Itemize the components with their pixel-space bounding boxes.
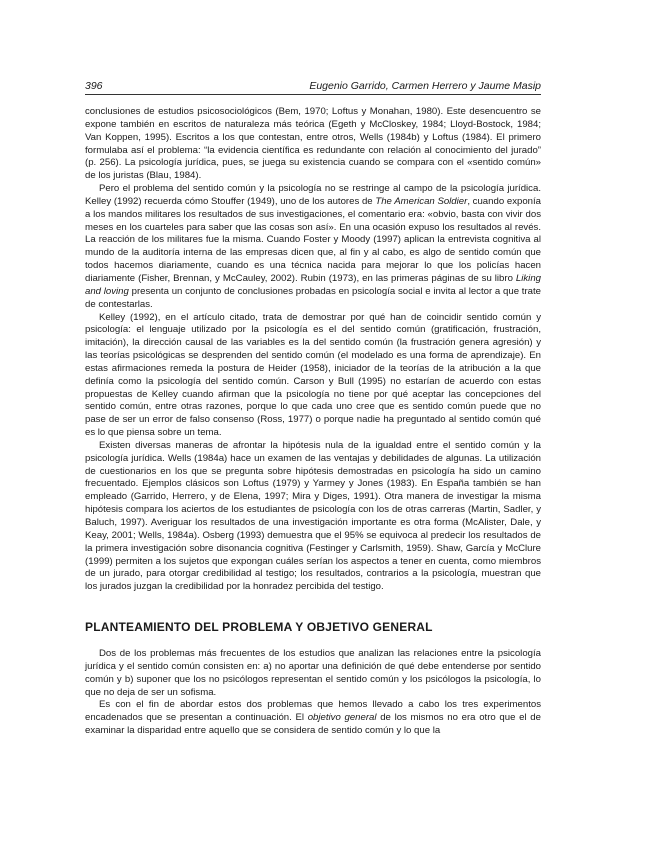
- book-title-liking-and-loving: Liking and loving: [85, 272, 541, 297]
- paragraph-2-part-a: Pero el problema del sentido común y la psicología no se restringe al campo de la psicología jurídica. Kelley (1992) recuerda cómo Stouffer (1949), uno de los autores de: [85, 183, 541, 207]
- section-paragraph-2-part-b: de los mismos no era otro que el de examinar la disparidad entre aquello que se considera de sentido común y lo que la: [85, 712, 541, 737]
- book-title-american-soldier: The American Soldier: [375, 195, 468, 207]
- paragraph-2-part-b: , cuando exponía a los mandos militares los resultados de sus investigaciones, el comentario era: «obvio, basta con vivir dos meses en los cuarteles para saber que las cosas son así». En una ocasión expuso los resultados al revés. La reacción de los militares fue la misma. Cuando Foster y Moody (1997) aplican la entrevista cognitiva al mundo de la auditoría interna de las empresas dicen que, al fin y al cabo, es algo de sentido común que todos hacemos diariamente, cuando es una técnica nacida para mejorar lo que los policías hacen diariamente (Fisher, Brennan, y McCauley, 2002). Rubin (1973), en las primeras páginas de su libro: [85, 195, 541, 284]
- paragraph-3: Kelley (1992), en el artículo citado, trata de demostrar por qué han de coincidir sentido común y psicología: el lenguaje utilizado por la psicología es el del sentido común (gratificación, frustración, imitación), la dirección causal de las variables es la del sentido común (la frustración genera agresión) y las teorías psicológicas se desprenden del sentido común (el modelado es una forma de aprendizaje). En estas afirmaciones remeda la postura de Heider (1958), iniciador de la teorías de la atribución a la que definía como la psicología del sentido común. Carson y Bull (1995) no estarían de acuerdo con estas propuestas de Kelley cuando afirman que la psicología no tiene por qué aceptar las concepciones del sentido común, entre otras razones, porque lo que cada uno cree que es sentido común puede que no pase de ser un error de falso consenso (Ross, 1977) o porque nadie ha preguntado al sentido común qué es lo que piensa sobre un tema.: [85, 311, 541, 439]
- body-text-block: [85, 106, 541, 594]
- section-paragraph-1: Dos de los problemas más frecuentes de los estudios que analizan las relaciones entre la psicología jurídica y el sentido común consisten en: a) no aportar una definición de qué debe entenderse por sentido común y b) suponer que los no psicólogos representan el sentido común y los psicólogos la psicología, lo que no deja de ser un sofisma.: [85, 648, 541, 698]
- running-header-authors: Eugenio Garrido, Carmen Herrero y Jaume Masip: [309, 80, 541, 92]
- section-heading: PLANTEAMIENTO DEL PROBLEMA Y OBJETIVO GENERAL: [85, 620, 433, 634]
- paragraph-1: conclusiones de estudios psicosociológicos (Bem, 1970; Loftus y Monahan, 1980). Este desencuentro se expone también en escritos de naturaleza más teórica (Egeth y McCloskey, 1984; Lloyd-Bostock, 1984; Van Koppen, 1995). Escritos a los que contestan, entre otros, Wells (1984b) y Loftus (1984). El primero formulaba así el problema: “la evidencia científica es redundante con relación al conocimiento del jurado” (p. 256). La psicología jurídica, pues, se juega su existencia cuando se compara con el «sentido común» de los juristas (Blau, 1984).: [85, 106, 541, 182]
- running-header: [85, 78, 541, 95]
- section-paragraph-2-part-a: Es con el fin de abordar estos dos problemas que hemos llevado a cabo los tres experimentos encadenados que se presentan a continuación. El: [85, 699, 541, 724]
- section-body: [85, 648, 541, 738]
- page-number: 396: [85, 80, 103, 92]
- objetivo-general-term: objetivo general: [307, 712, 377, 724]
- paragraph-2-part-c: presenta un conjunto de conclusiones probadas en psicología social e invita al lector a que trate de contestarlas.: [85, 285, 541, 310]
- paragraph-4: Existen diversas maneras de afrontar la hipótesis nula de la igualdad entre el sentido común y la psicología jurídica. Wells (1984a) hace un examen de las ventajas y debilidades de algunas. La utilización de cuestionarios en los que se pregunta sobre hipótesis demostradas en psicología ha sido un camino frecuentado. Ejemplos clásicos son Loftus (1979) y Yarmey y Jones (1983). En España también se han empleado (Garrido, Herrero, y de Elena, 1997; Mira y Diges, 1991). Otra manera de investigar la misma hipótesis compara los aciertos de los estudiantes de psicología con los de otras carreras (Martin, Sadler, y Baluch, 1997). Averiguar los resultados de una investigación importante es otra forma (McAlister, Dale, y Keay, 2001; Wells, 1984a). Osberg (1993) demuestra que el 95% se equivoca al predecir los resultados de la primera investigación sobre disonancia cognitiva (Festinger y Carlsmith, 1959). Shaw, García y McClure (1999) permiten a los sujetos que expongan cuáles serían los aspectos a tener en cuenta, como miembros de un jurado, para otorgar credibilidad al testigo; los resultados, contrarios a la psicología, muestran que los jurados juzgan la credibilidad por la honradez percibida del testigo.: [85, 439, 541, 593]
- section-paragraph-2: [85, 699, 541, 738]
- paragraph-2: [85, 183, 541, 311]
